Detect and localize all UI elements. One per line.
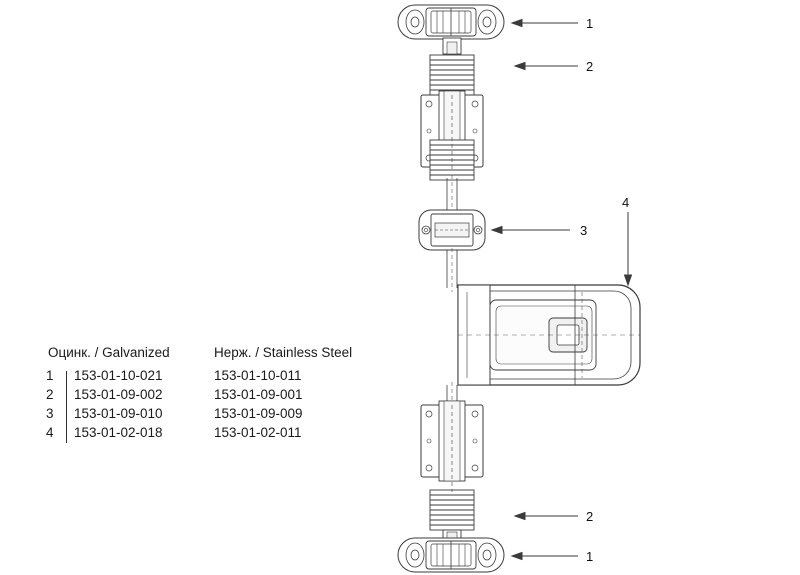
callout-4: 4 <box>622 195 630 210</box>
legend-header-galvanized: Оцинк. / Galvanized <box>48 345 170 360</box>
part-clamp-bracket <box>419 210 485 250</box>
callout-2-top: 2 <box>586 59 594 74</box>
legend-row-number: 1 <box>46 368 54 383</box>
callout-2-bottom: 2 <box>586 509 594 524</box>
callout-3: 3 <box>580 223 588 238</box>
legend-row-number: 2 <box>46 387 54 402</box>
part-hinge-assembly-top <box>421 55 483 180</box>
legend-vertical-divider <box>66 371 67 443</box>
legend-row-stainless-code: 153-01-02-011 <box>214 425 302 440</box>
shaft-middle <box>447 248 457 292</box>
connector-top <box>443 38 461 54</box>
legend-row-number: 3 <box>46 406 54 421</box>
legend-row-stainless-code: 153-01-10-011 <box>214 368 302 383</box>
legend-row-galvanized-code: 153-01-09-002 <box>74 387 163 402</box>
legend-row-galvanized-code: 153-01-09-010 <box>74 406 163 421</box>
callout-1-top: 1 <box>586 16 594 31</box>
part-hinge-cap-top <box>398 5 504 39</box>
legend-row-galvanized-code: 153-01-10-021 <box>74 368 163 383</box>
legend-row-galvanized-code: 153-01-02-018 <box>74 425 163 440</box>
legend-row-number: 4 <box>46 425 54 440</box>
callout-1-bottom: 1 <box>586 549 594 564</box>
part-hinge-cap-bottom <box>398 538 504 572</box>
part-hinge-assembly-bottom <box>421 401 483 530</box>
legend-row-stainless-code: 153-01-09-009 <box>214 406 303 421</box>
legend-row-stainless-code: 153-01-09-001 <box>214 387 303 402</box>
part-lock-housing <box>458 285 640 385</box>
legend-header-stainless: Нерж. / Stainless Steel <box>214 345 353 360</box>
